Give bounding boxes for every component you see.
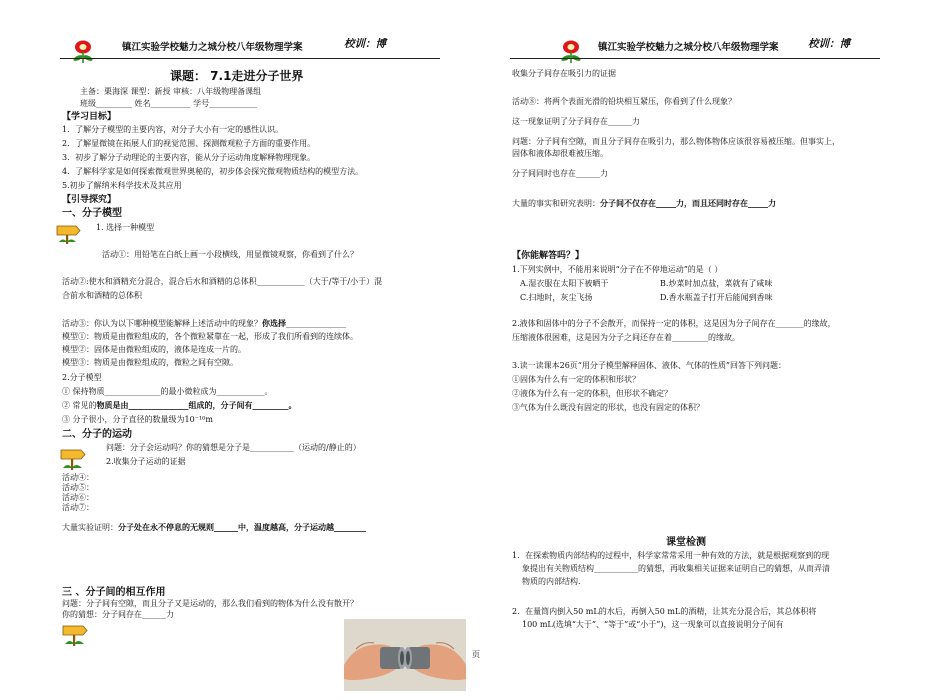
- header-motto-left: 校训：博: [344, 38, 386, 50]
- guide-heading: 【引导探究】: [62, 195, 117, 205]
- motion-conclusion: [62, 522, 366, 534]
- goal-item: 5.初步了解纳米科学技术及其应用: [62, 181, 182, 190]
- summary-pre: 大量的事实和研究表明：: [512, 199, 600, 208]
- activity-3-choose: 你选择: [262, 318, 286, 328]
- activity-label: 活动⑥：: [62, 493, 94, 502]
- q3-item: ③气体为什么既没有固定的形状，也没有固定的体积？: [512, 403, 704, 412]
- repulsion-line: 分子间同时也存在______力: [512, 169, 608, 178]
- question-right-line2: 固体和液体却很难被压缩。: [512, 149, 608, 158]
- model-3: 模型③：物质是由微粒组成的，微粒之间有空隙。: [62, 358, 238, 367]
- model-point-1: ① 保持物质______________的最小微粒成为____________。: [62, 387, 273, 396]
- model-point-2-bold: 物质是由_______________组成的，分子间有_________。: [96, 400, 297, 410]
- question-2-line1: 2.液体和固体中的分子不会散开，而保持一定的体积，这是因为分子间存在_______的缘故，: [512, 319, 836, 328]
- signpost-icon: [58, 446, 88, 472]
- model-point-2: [62, 400, 297, 412]
- header-title-right: 镇江实验学校魅力之城分校八年级物理学案: [598, 42, 779, 53]
- check-1-line2: 象提出有关物质结构___________的猜想，再收集相关证据来证明自己的猜想，从而弄清: [522, 564, 830, 573]
- question-3: 问题：分子间有空隙，而且分子又是运动的，那么我们看到的物体为什么没有散开？: [62, 599, 358, 608]
- check-heading: 课堂检测: [666, 537, 706, 548]
- goals-heading: 【学习目标】: [62, 112, 117, 122]
- goal-item: 4．了解科学家是如何探索微观世界奥秘的，初步体会探究微观物质结构的模型方法。: [62, 167, 364, 176]
- header-motto-right: 校训：博: [808, 38, 850, 50]
- activity-3-blank: _______________: [286, 319, 346, 328]
- meta-line: 主备：栗海深 课型：新授 审核：八年级物理备课组: [80, 87, 262, 96]
- activity-3: [62, 318, 346, 330]
- model-point-2-pre: ② 常见的: [62, 401, 97, 410]
- model-2: 模型②：固体是由微粒组成的，液体是连成一片的。: [62, 345, 246, 354]
- lesson-title: 课题： 7.1走进分子世界: [170, 69, 304, 83]
- check-1-line3: 物质的内部结构.: [522, 577, 581, 586]
- option-d: D.香水瓶盖子打开后能闻到香味: [660, 293, 773, 302]
- model-1: 模型①：物质是由微粒组成的，各个微粒紧靠在一起，形成了我们所看到的连续体。: [62, 332, 358, 341]
- check-2-line2: 100 mL(选填“大于”、“等于”或“小于”)，这一现象可以直接说明分子间有: [522, 620, 784, 629]
- summary-bold: 分子间不仅存在_____力，而且还同时存在_____力: [600, 198, 776, 208]
- activity-2-line2: 合前水和酒精的总体积: [62, 291, 142, 300]
- goal-item: 2．了解显微镜在拓展人们的视觉范围、探测微观粒子方面的重要作用。: [62, 139, 316, 148]
- section-heading-3: 三 、分子间的相互作用: [62, 587, 166, 598]
- motion-conclusion-pre: 大量实验证明：: [62, 523, 118, 532]
- model-heading: 2.分子模型: [62, 373, 102, 382]
- evidence-2: 2.收集分子运动的证据: [106, 457, 186, 466]
- signpost-icon: [54, 222, 82, 246]
- question-2-line2: 压缩液体很困难，这是因为分子之间还存在着_________的缘故。: [512, 333, 740, 342]
- page-label: 页: [472, 650, 480, 659]
- section-heading-2: 二、分子的运动: [62, 429, 132, 440]
- header-title-left: 镇江实验学校魅力之城分校八年级物理学案: [122, 42, 303, 53]
- motion-conclusion-bold: 分子处在永不停息的无规则______中，温度越高，分子运动越________: [118, 522, 366, 532]
- question-right-line1: 问题：分子间有空隙，而且分子间存在吸引力，那么物体物体应该很容易被压缩。但事实上，: [512, 137, 840, 146]
- goal-item: 1．了解分子模型的主要内容，对分子大小有一定的感性认识。: [62, 125, 284, 134]
- activity-2-line1: 活动②:使水和酒精充分混合，混合后水和酒精的总体积____________（大于/等于/小于）混: [62, 277, 383, 286]
- class-line: 班级_________ 姓名__________ 学号____________: [80, 99, 258, 108]
- model-point-3: ③ 分子很小，分子直径的数量级为10⁻¹⁰m: [62, 415, 213, 424]
- guess-3: 你的猜想：分子间存在______力: [62, 610, 174, 619]
- option-b: B.炒菜时加点盐，菜就有了咸味: [660, 279, 773, 288]
- summary-line: [512, 198, 776, 210]
- flower-logo-left: [72, 40, 94, 66]
- header-rule-left: [60, 58, 440, 59]
- activity-label: 活动⑦：: [62, 503, 94, 512]
- shows-attraction: 这一现象证明了分子间存在______力: [512, 117, 640, 126]
- signpost-icon: [60, 622, 90, 648]
- question-3-right: 3.读一读课本26页“用分子模型解释固体、液体、气体的性质”回答下列问题：: [512, 361, 786, 370]
- answer-heading: 【你能解答吗？】: [512, 251, 585, 261]
- check-1-line1: 1．在探索物质内部结构的过程中，科学家常常采用一种有效的方法，就是根据观察到的现: [512, 551, 830, 560]
- q3-item: ①固体为什么有一定的体积和形状？: [512, 375, 640, 384]
- sec1-item1: 1. 选择一种模型: [96, 223, 155, 232]
- option-a: A.湿衣服在太阳下被晒干: [520, 279, 609, 288]
- flower-logo-right: [560, 40, 582, 66]
- lead-blocks-image: [344, 619, 466, 691]
- header-rule-right: [510, 58, 880, 59]
- activity-8: 活动⑧：将两个表面光滑的铅块相互紧压，你看到了什么现象？: [512, 97, 736, 106]
- check-2-line1: 2．在量筒内倒入50 mL的水后，再倒入50 mL的酒精，让其充分混合后，其总体积将: [512, 607, 817, 616]
- goal-item: 3．初步了解分子动理论的主要内容，能从分子运动角度解释物理现象。: [62, 153, 316, 162]
- activity-3-text: 活动③：你认为以下哪种模型能解释上述活动中的现象？: [62, 319, 262, 328]
- question-1: 1.下列实例中，不能用来说明“分子在不停地运动”的是（ ）: [512, 265, 723, 274]
- section-heading-1: 一、分子模型: [62, 208, 122, 219]
- activity-label: 活动⑤：: [62, 483, 94, 492]
- evidence-line: 收集分子间存在吸引力的证据: [512, 69, 616, 78]
- activity-label: 活动④：: [62, 473, 94, 482]
- option-c: C.扫地时，灰尘飞扬: [520, 293, 593, 302]
- activity-1: 活动①：用铅笔在白纸上画一小段横线，用显微镜观察，你看到了什么？: [102, 250, 358, 259]
- question-2: 问题：分子会运动吗？你的猜想是分子是___________（运动的/静止的）: [106, 443, 361, 452]
- q3-item: ②液体为什么有一定的体积，但形状不确定？: [512, 389, 672, 398]
